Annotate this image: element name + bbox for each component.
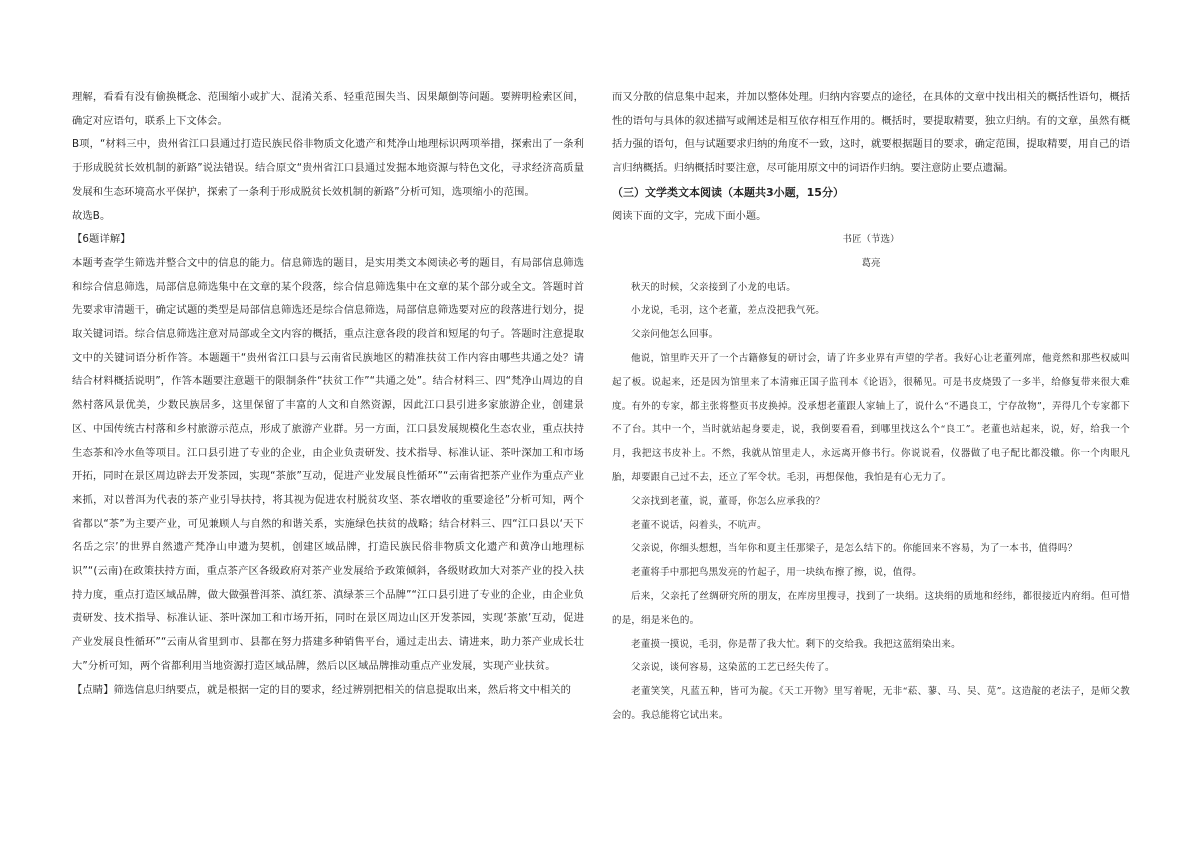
story-paragraph: 后来，父亲托了丝绸研究所的朋友，在库房里搜寻，找到了一块绢。这块绢的质地和经纬，都很接近内府绢。但可惜的是，绢是米色的。 xyxy=(612,590,1130,626)
story-paragraph: 秋天的时候，父亲接到了小龙的电话。 xyxy=(631,281,796,293)
paragraph: 理解，看看有没有偷换概念、范围缩小或扩大、混淆关系、轻重范围失当、因果颠倒等问题。要辨明检索区间，确定对应语句，联系上下文体会。 xyxy=(72,91,584,127)
paragraph: B项，“材料三中，贵州省江口县通过打造民族民俗非物质文化遗产和梵净山地理标识两项举措，探索出了一条利于形成脱贫长效机制的新路”说法错误。结合原文“贵州省江口县通过发掘本地资源与特色文化，寻求经济高质量发展和生态环境高水平保护，探索了一条利于形成脱贫长效机制的新路”分析可知，选项缩小的范围。 xyxy=(72,138,584,198)
story-paragraph: 小龙说，毛羽，这个老董，差点没把我气死。 xyxy=(631,305,826,317)
explanation-block xyxy=(612,86,1130,181)
story-paragraph: 老董不说话，闷着头，不吭声。 xyxy=(631,519,767,531)
story-paragraph: 他说，馆里昨天开了一个古籍修复的研讨会，请了许多业界有声望的学者。我好心让老董列席，他竟然和那些权威叫起了板。说起来，还是因为馆里来了本清雍正国子监刊本《论语》，很稀见。可是书皮烧毁了一多半，给修复带来很大难度。有外的专家，都主张将整页书皮换掉。没承想老董跟人家轴上了，说什么“不遇良工，宁存故物”，弄得几个专家都下不了台。其中一个，当时就站起身要走，说，我倒要看看，到哪里找这么个“良工”。老董也站起来，说，好，给我一个月，我把这书皮补上。不然，我就从馆里走人，永远离开修书行。你说说看，仪器做了电子配比都没辙。你一个肉眼凡胎，却要跟自己过不去，还立了军令状。毛羽，再想保他，我怕是有心无力了。 xyxy=(612,353,1130,483)
paragraph: 【点睛】筛选信息归纳要点，就是根据一定的目的要求，经过辨别把相关的信息提取出来，然后将文中相关的 xyxy=(72,683,572,696)
story-paragraph: 父亲说，谈何容易，这染蓝的工艺已经失传了。 xyxy=(631,662,835,674)
story-paragraph: 父亲说，你细头想想，当年你和夏主任那梁子，是怎么结下的。你能回来不容易，为了一本书，值得吗？ xyxy=(631,543,1078,555)
story-title: 书匠（节选） xyxy=(842,234,900,246)
paragraph: 【6题详解】 xyxy=(72,233,131,246)
story-paragraph: 父亲问他怎么回事。 xyxy=(631,329,719,341)
paragraph: 本题考查学生筛选并整合文中的信息的能力。信息筛选的题目，是实用类文本阅读必考的题目，有局部信息筛选和综合信息筛选，局部信息筛选集中在文章的某个段落，综合信息筛选集中在文章的某个部分或全文。答题时首先要求审清题干，确定试题的类型是局部信息筛选还是综合信息筛选，局部信息筛选要对应的段落进行划分，提取关键词语。综合信息筛选注意对局部或全文内容的概括，重点注意各段的段首和短尾的句子。答题时注意提取文中的关键词语分析作答。本题题干“贵州省江口县与云南省民族地区的精准扶贫工作内容由哪些共通之处？请结合材料概括说明”，作答本题要注意题干的限制条件“扶贫工作”“共通之处”。结合材料三、四“梵净山周边的自然村落风景优美，少数民族居多，这里保留了丰富的人文和自然资源，因此江口县引进多家旅游企业，创建景区、中国传统古村落和乡村旅游示范点，形成了旅游产业群。另一方面，江口县发展规模化生态农业，重点扶持生态茶和冷水鱼等项目。江口县引进了专业的企业，由企业负责研发、技术指导、标准认证、茶叶深加工和市场开拓，同时在景区周边辟去开发茶园，实现“茶旅”互动，促进产业发展良性循环”“云南省把茶产业作为重点产业来抓，对以普洱为代表的茶产业引导扶持，将其视为促进农村脱贫攻坚、茶农增收的重要途径”分析可知，两个省都以“茶”为主要产业，可见兼顾人与自然的和谐关系，实施绿色扶贫的战略；结合材料三、四“江口县以‘天下名岳之宗’的世界自然遗产梵净山申遗为契机，创建区域品牌，打造民族民俗非物质文化遗产和黄净山地理标识”“(云南)在政策扶持方面，重点茶产区各级政府对茶产业发展给予政策倾斜，各级财政加大对茶产业的投入扶持力度，重点打造区域品牌，做大做强普洱茶、滇红茶、滇绿茶三个品牌”“江口县引进了专业的企业，由企业负责研发、技术指导、标准认证、茶叶深加工和市场开拓，同时在景区周边山区开发茶园，实现‘茶旅’互动，促进产业发展良性循环”“云南从省里到市、县都在努力搭建多种销售平台，通过走出去、请进来，助力茶产业成长壮大”分析可知，两个省都利用当地资源打造区域品牌，然后以区域品牌推动重点产业发展，实现产业扶贫。 xyxy=(72,256,584,672)
story-paragraph: 父亲找到老董，说，董哥，你怎么应承我的？ xyxy=(631,495,826,507)
paragraph: 而又分散的信息集中起来，并加以整体处理。归纳内容要点的途径，在具体的文章中找出相关的概括性语句，概括性的语句与具体的叙述描写或阐述是相互依存相互作用的。概括时，要提取精要，独立归纳。有的文章，虽然有概括力强的语句，但与试题要求归纳的角度不一致，这时，就要根据题目的要求，确定范围，提取精要，用自己的语言归纳概括。归纳概括时要注意，尽可能用原文中的词语作归纳。要注意防止要点遗漏。 xyxy=(612,91,1130,175)
story-body xyxy=(612,276,1130,728)
story-paragraph: 老董将手中那把鸟黑发亮的竹起子，用一块纨布擦了擦，说，值得。 xyxy=(631,567,923,579)
story-paragraph: 老董笑笑，凡蓝五种，皆可为靛。《天工开物》里写着呢，无非“菘、蓼、马、吴、苋”。这造靛的老法子，是师父教会的。我总能将它试出来。 xyxy=(612,686,1130,721)
left-column xyxy=(72,86,584,702)
story-author: 葛亮 xyxy=(861,257,881,269)
instruction-text: 阅读下面的文字，完成下面小题。 xyxy=(612,209,767,222)
section-heading: （三）文学类文本阅读（本题共3小题，15分） xyxy=(612,185,844,199)
story-paragraph: 老董摸一摸说，毛羽，你是帮了我大忙。剩下的交给我。我把这蓝绢染出来。 xyxy=(631,638,961,650)
right-column xyxy=(612,86,1130,728)
paragraph: 故选B。 xyxy=(72,209,111,222)
